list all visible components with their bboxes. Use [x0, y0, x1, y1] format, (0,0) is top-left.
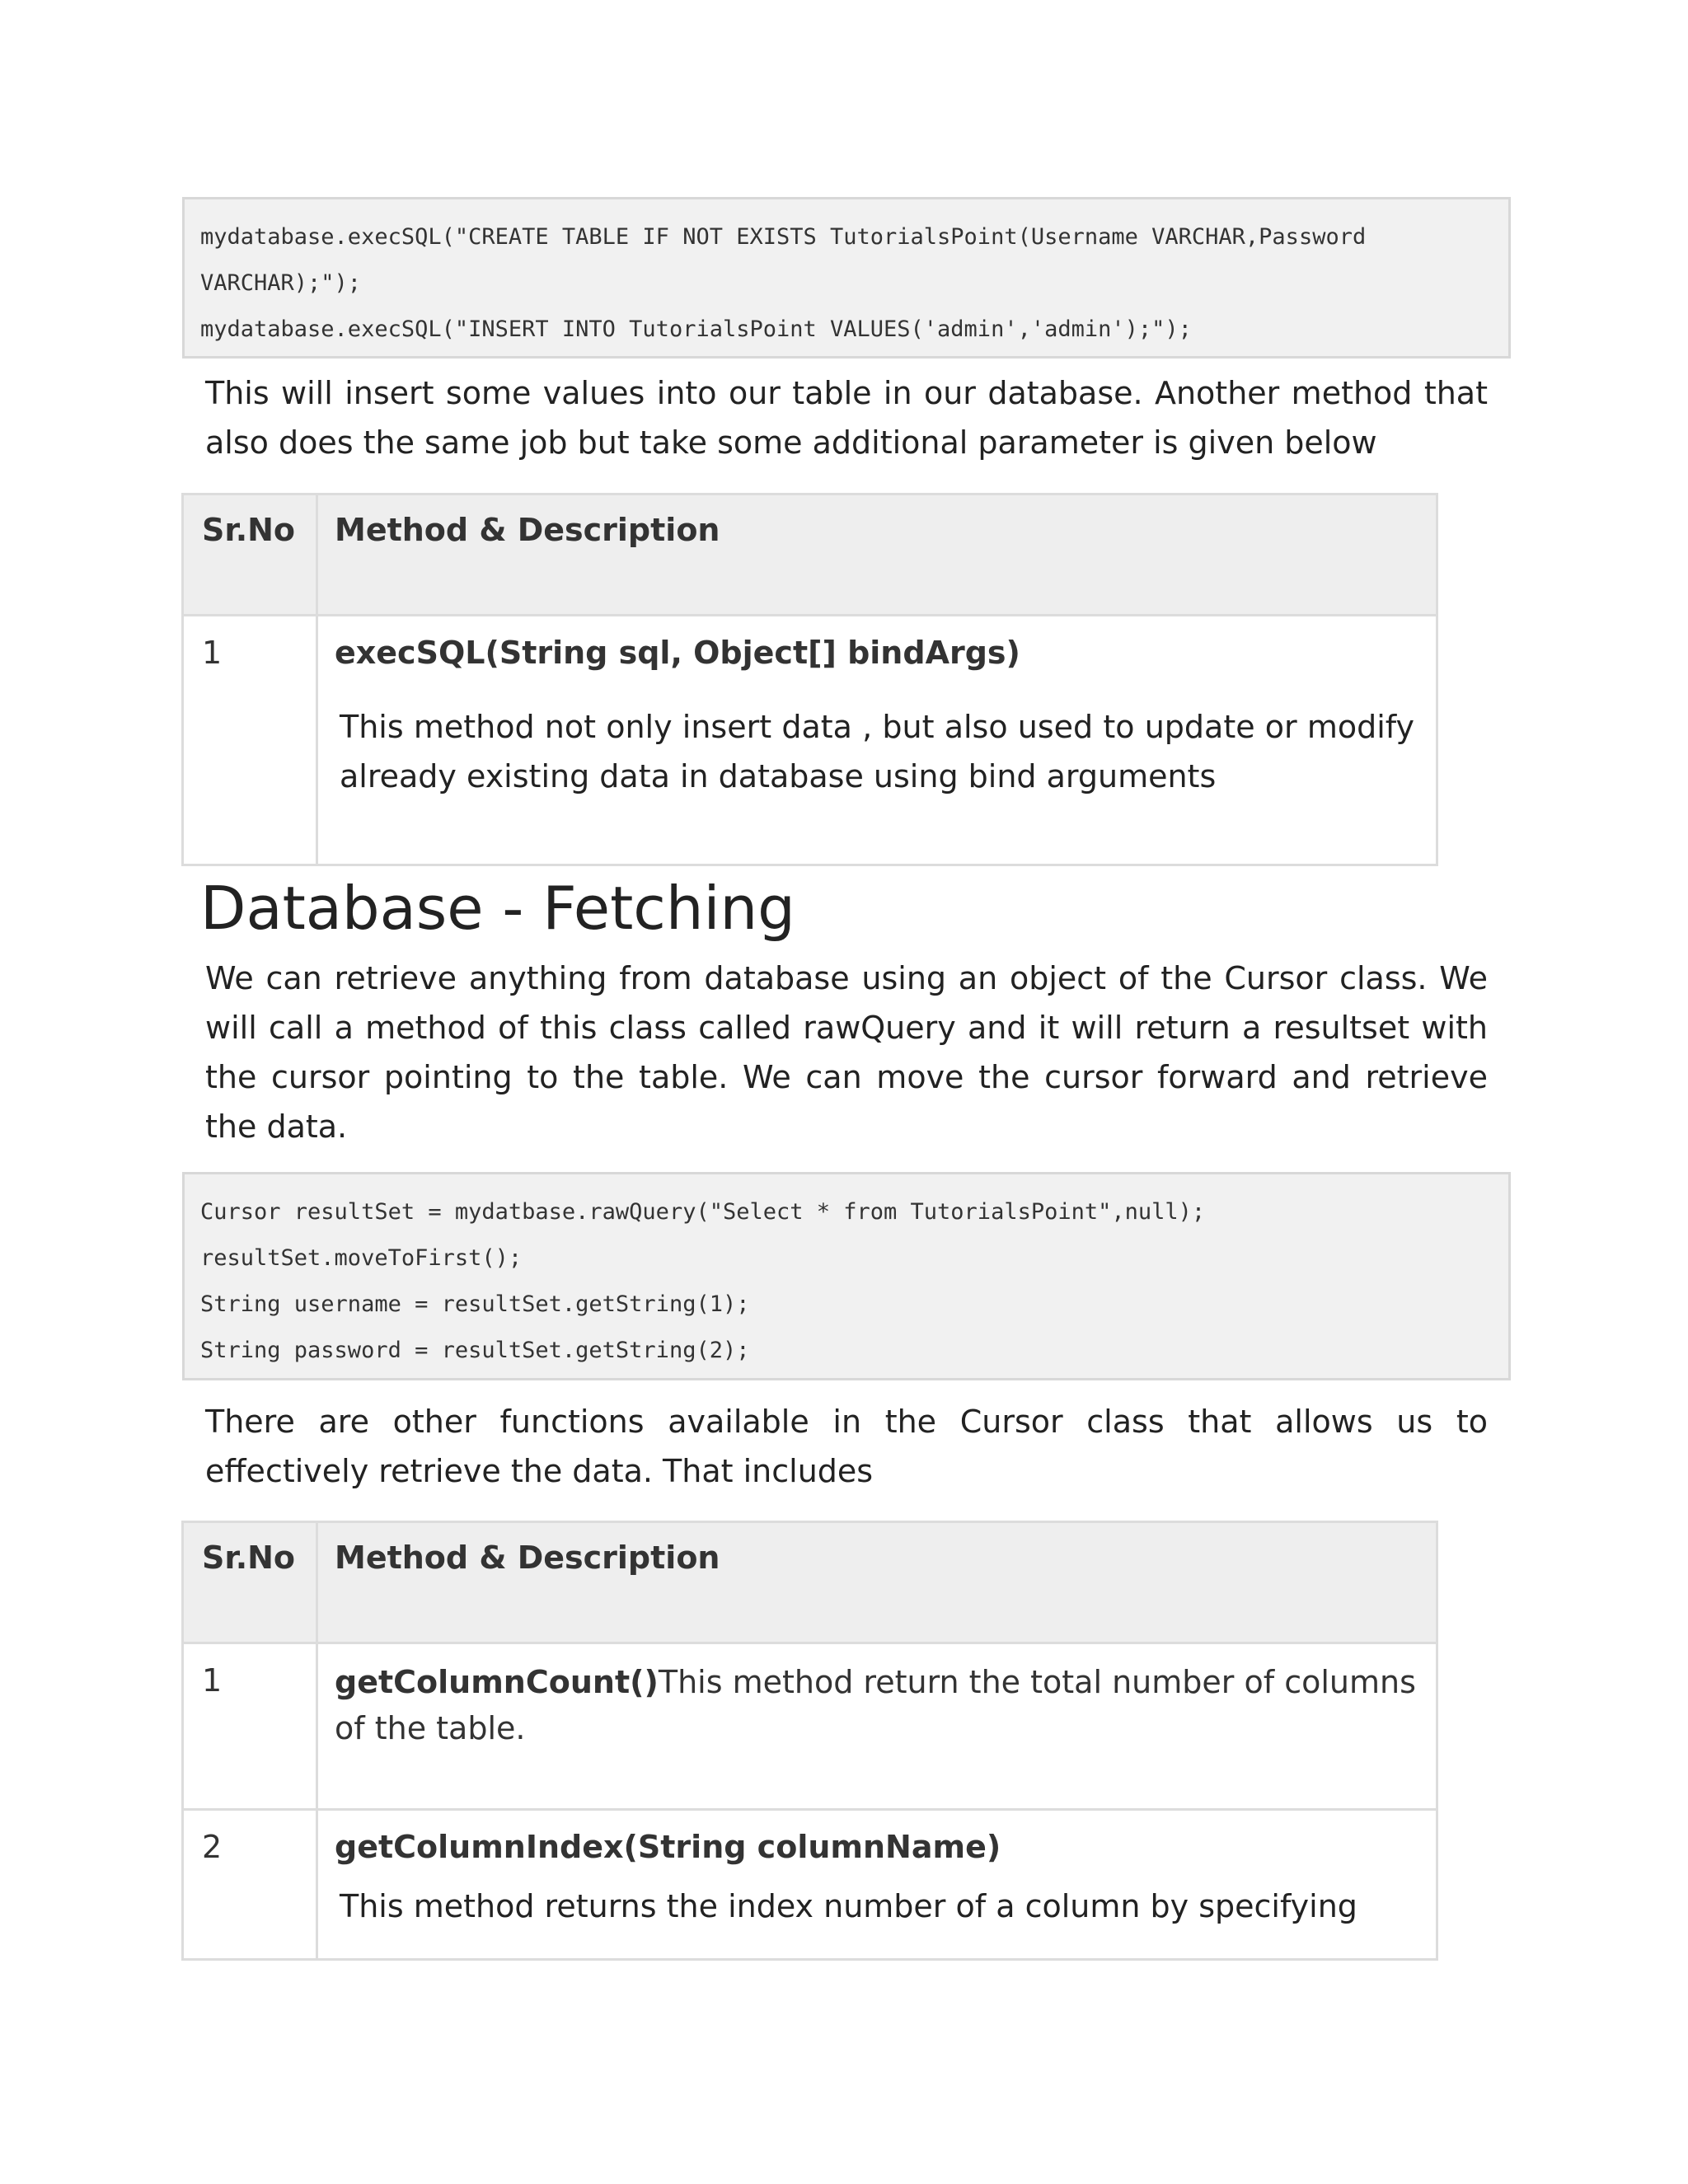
- method-description: This method not only insert data , but also used to update or modify already existing data in database using bind arguments: [340, 709, 1414, 794]
- methods-table-insert: [181, 493, 1438, 866]
- header-srno: Sr.No: [202, 1540, 296, 1576]
- method-description: This method return the total number of columns of the table.: [335, 1664, 1416, 1746]
- code-line: String password = resultSet.getString(2);: [200, 1338, 750, 1363]
- methods-table-cursor: [181, 1521, 1438, 1961]
- method-name: getColumnIndex(String columnName): [335, 1829, 1001, 1865]
- header-method-description: Method & Description: [335, 1540, 720, 1576]
- table-row: [183, 616, 1437, 865]
- code-block-rawquery: [182, 1172, 1511, 1380]
- table-header-row: [183, 1522, 1437, 1643]
- code-line: mydatabase.execSQL("INSERT INTO TutorialsPoint VALUES('admin','admin');");: [200, 316, 1192, 342]
- table-header-row: [183, 494, 1437, 616]
- code-line: resultSet.moveToFirst();: [200, 1245, 523, 1271]
- method-description: This method returns the index number of a column by specifying: [340, 1888, 1357, 1924]
- header-srno: Sr.No: [202, 512, 296, 548]
- method-entry: [318, 1644, 1436, 1751]
- method-name: getColumnCount(): [335, 1664, 659, 1700]
- code-line: String username = resultSet.getString(1);: [200, 1291, 750, 1317]
- row-number: 1: [202, 1662, 223, 1699]
- code-line: mydatabase.execSQL("CREATE TABLE IF NOT EXISTS TutorialsPoint(Username VARCHAR,Password: [200, 224, 1367, 250]
- cursor-functions-paragraph: There are other functions available in the Cursor class that allows us to effectively retrieve the data. That includes: [205, 1404, 1488, 1489]
- code-line: Cursor resultSet = mydatbase.rawQuery("Select * from TutorialsPoint",null);: [200, 1199, 1206, 1225]
- table-row: [183, 1810, 1437, 1960]
- row-number: 2: [202, 1829, 223, 1865]
- section-title: Database - Fetching: [200, 874, 795, 943]
- intro-paragraph: This will insert some values into our table in our database. Another method that also does the same job but take some additional parameter is given below: [205, 375, 1488, 461]
- code-line: VARCHAR);");: [200, 270, 362, 296]
- header-method-description: Method & Description: [335, 512, 720, 548]
- fetching-paragraph: We can retrieve anything from database using an object of the Cursor class. We will call a method of this class called rawQuery and it will return a resultset with the cursor pointing to the table. We can move the cursor forward and retrieve the data.: [205, 960, 1488, 1145]
- code-block-create-insert: [182, 197, 1511, 359]
- table-row: [183, 1643, 1437, 1810]
- method-name: execSQL(String sql, Object[] bindArgs): [335, 635, 1020, 671]
- row-number: 1: [202, 635, 223, 671]
